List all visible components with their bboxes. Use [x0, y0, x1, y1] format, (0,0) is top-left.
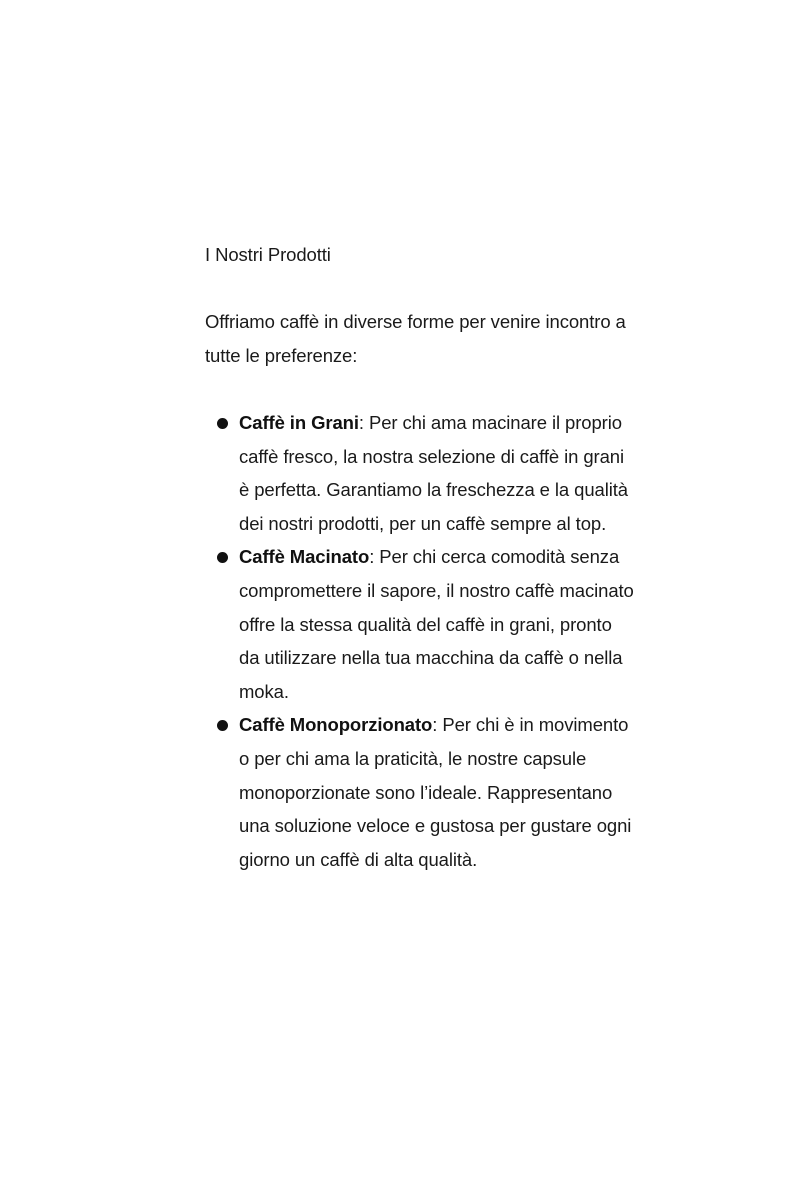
intro-paragraph: Offriamo caffè in diverse forme per venire incontro a tutte le preferenze: [205, 311, 626, 366]
product-description: : Per chi ama macinare il proprio caffè fresco, la nostra selezione di caffè in grani è perfetta. Garantiamo la freschezza e la qualità dei nostri prodotti, per un caffè sempre al top. [239, 411, 628, 534]
product-name: Caffè Monoporzionato [239, 714, 433, 736]
product-description: : Per chi cerca comodità senza compromettere il sapore, il nostro caffè macinato offre la stessa qualità del caffè in grani, pronto da utilizzare nella tua macchina da caffè o nella moka. [239, 546, 634, 702]
bullet-icon [217, 552, 228, 563]
bullet-icon [217, 418, 228, 429]
product-list [205, 406, 635, 876]
bullet-icon [217, 720, 228, 731]
document-content [205, 238, 635, 876]
product-name: Caffè in Grani [239, 411, 359, 433]
list-item-single-serve-coffee [205, 708, 635, 876]
section-title: I Nostri Prodotti [205, 244, 331, 265]
product-name: Caffè Macinato [239, 546, 370, 568]
product-description: : Per chi è in movimento o per chi ama la praticità, le nostre capsule monoporzionate sono l’ideale. Rappresentano una soluzione veloce e gustosa per gustare ogni giorno un caffè di alta qualità. [239, 714, 632, 870]
list-item-coffee-beans [205, 406, 635, 540]
list-item-ground-coffee [205, 540, 635, 708]
